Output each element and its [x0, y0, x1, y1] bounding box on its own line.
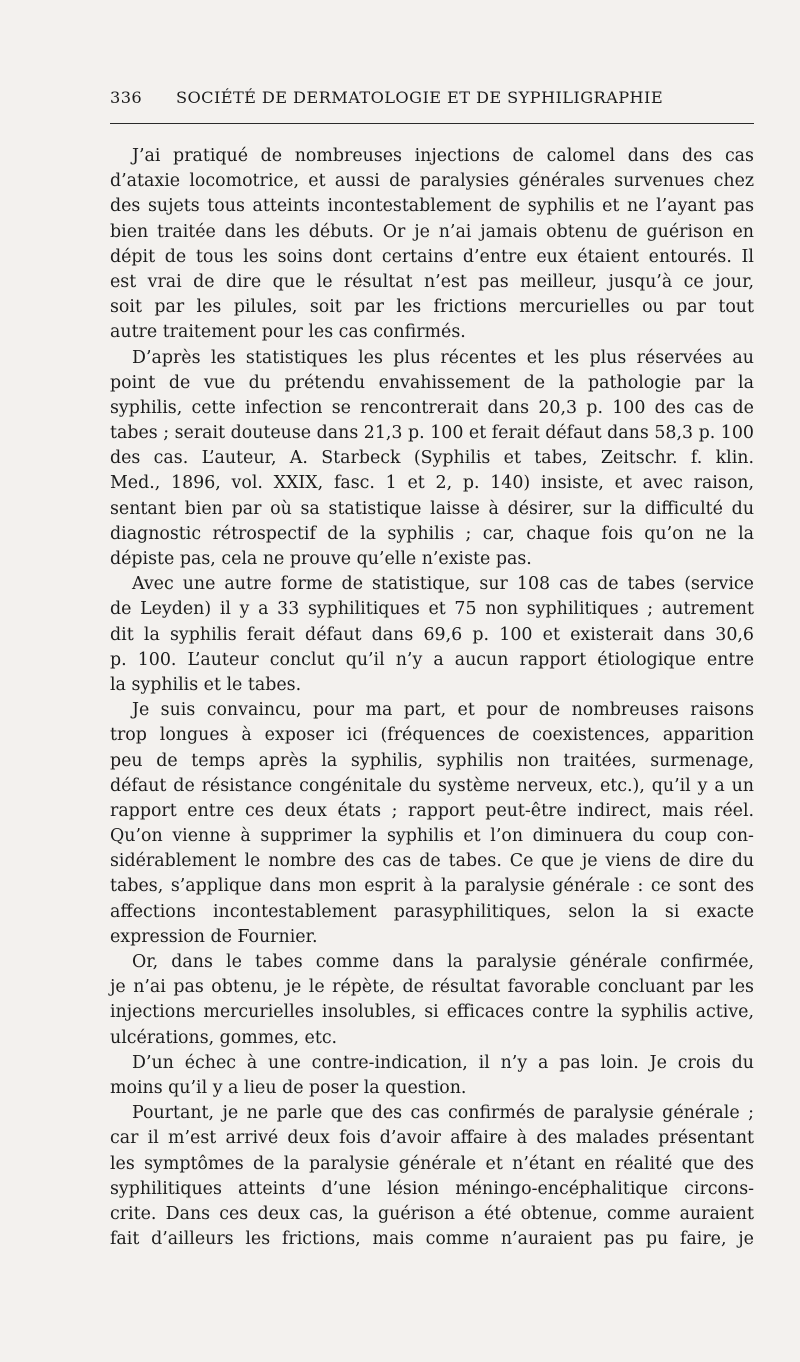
text-line: syphilitiques atteints d’une lésion méningo-encéphalitique circons-	[110, 1178, 755, 1199]
header-rule	[110, 123, 754, 124]
text-line: Je suis convaincu, pour ma part, et pour de nombreuses raisons	[132, 700, 755, 721]
text-line: trop longues à exposer ici (fréquences de coexistences, apparition	[110, 725, 754, 746]
text-line: Pourtant, je ne parle que des cas confirmés de paralysie générale ;	[132, 1103, 754, 1124]
text-line: soit par les pilules, soit par les frictions mercurielles ou par tout	[110, 297, 754, 318]
text-line: diagnostic rétrospectif de la syphilis ; car, chaque fois qu’on ne la	[110, 523, 755, 544]
text-line: peu de temps après la syphilis, syphilis non traitées, surmenage,	[110, 750, 754, 771]
text-line: injections mercurielles insolubles, si efficaces contre la syphilis active,	[110, 1002, 754, 1023]
text-line: tabes, s’applique dans mon esprit à la paralysie générale : ce sont des	[110, 876, 755, 897]
text-line: autre traitement pour les cas confirmés.	[110, 322, 466, 343]
text-line: affections incontestablement parasyphilitiques, selon la si exacte	[110, 901, 754, 922]
text-line: des sujets tous atteints incontestablement de syphilis et ne l’ayant pas	[110, 196, 754, 217]
running-title: SOCIÉTÉ DE DERMATOLOGIE ET DE SYPHILIGRAPHIE	[176, 88, 664, 107]
text-line: J’ai pratiqué de nombreuses injections de calomel dans des cas	[132, 146, 754, 166]
page-number: 336	[110, 88, 143, 107]
bottom-margin	[0, 1290, 800, 1362]
text-line: tabes ; serait douteuse dans 21,3 p. 100 et ferait défaut dans 58,3 p. 100	[110, 423, 754, 444]
running-head	[110, 88, 754, 116]
text-line: je n’ai pas obtenu, je le répète, de résultat favorable concluant par les	[110, 977, 754, 998]
text-line: sidérablement le nombre des cas de tabes. Ce que je viens de dire du	[110, 851, 755, 872]
text-line: expression de Fournier.	[110, 926, 318, 947]
text-line: des cas. L’auteur, A. Starbeck (Syphilis et tabes, Zeitschr. f. klin.	[110, 448, 754, 469]
text-line: p. 100. L’auteur conclut qu’il n’y a aucun rapport étiologique entre	[110, 649, 755, 670]
text-line: sentant bien par où sa statistique laisse à désirer, sur la difficulté du	[110, 498, 755, 519]
text-line: les symptômes de la paralysie générale et n’étant en réalité que des	[110, 1153, 754, 1174]
text-line: de Leyden) il y a 33 syphilitiques et 75 non syphilitiques ; autrement	[110, 599, 754, 620]
text-line: Or, dans le tabes comme dans la paralysie générale confirmée,	[132, 952, 755, 972]
text-line: Med., 1896, vol. XXIX, fasc. 1 et 2, p. 140) insiste, et avec raison,	[110, 473, 755, 494]
text-line: rapport entre ces deux états ; rapport peut-être indirect, mais réel.	[110, 800, 755, 821]
body-text	[110, 144, 754, 1252]
text-line: D’après les statistiques les plus récentes et les plus réservées au	[132, 347, 754, 368]
text-line: bien traitée dans les débuts. Or je n’ai jamais obtenu de guérison en	[110, 221, 754, 242]
text-line: ulcérations, gommes, etc.	[110, 1027, 338, 1048]
text-line: Qu’on vienne à supprimer la syphilis et l’on diminuera du coup con-	[110, 826, 754, 847]
text-line: dit la syphilis ferait défaut dans 69,6 p. 100 et existerait dans 30,6	[110, 624, 754, 645]
text-line: défaut de résistance congénitale du système nerveux, etc.), qu’il y a un	[110, 775, 754, 796]
text-line: car il m’est arrivé deux fois d’avoir affaire à des malades présentant	[110, 1128, 755, 1149]
text-line: d’ataxie locomotrice, et aussi de paralysies générales survenues chez	[110, 171, 755, 192]
text-line: D’un échec à une contre-indication, il n’y a pas loin. Je crois du	[132, 1052, 754, 1073]
text-line: dépiste pas, cela ne prouve qu’elle n’existe pas.	[110, 549, 532, 569]
text-line: Avec une autre forme de statistique, sur 108 cas de tabes (service	[132, 574, 754, 595]
text-line: point de vue du prétendu envahissement de la pathologie par la	[110, 372, 754, 393]
text-line: syphilis, cette infection se rencontrerait dans 20,3 p. 100 des cas de	[110, 397, 754, 418]
text-line: moins qu’il y a lieu de poser la question.	[110, 1077, 467, 1098]
text-line: crite. Dans ces deux cas, la guérison a été obtenue, comme auraient	[110, 1203, 754, 1224]
text-line: fait d’ailleurs les frictions, mais comme n’auraient pas pu faire, je	[110, 1229, 754, 1250]
text-line: est vrai de dire que le résultat n’est pas meilleur, jusqu’à ce jour,	[110, 271, 755, 292]
text-line: dépit de tous les soins dont certains d’entre eux étaient entourés. Il	[110, 246, 754, 267]
text-line: la syphilis et le tabes.	[110, 674, 302, 695]
